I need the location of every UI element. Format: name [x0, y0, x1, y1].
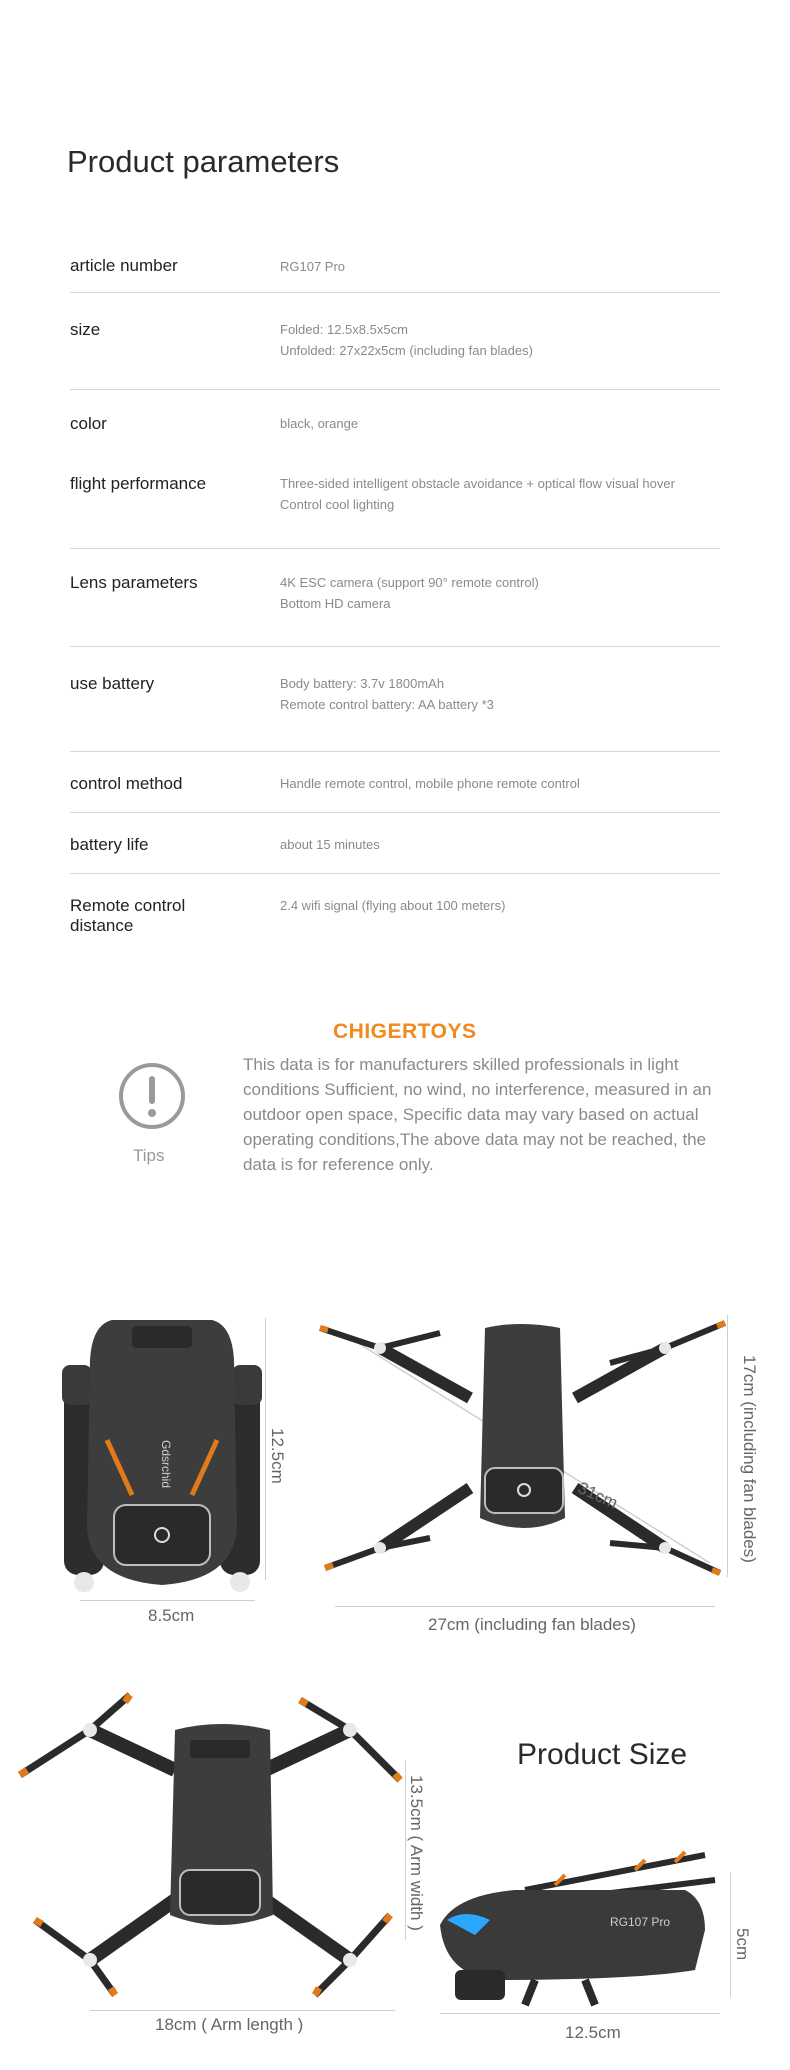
- param-label-lens-parameters: Lens parameters: [70, 573, 198, 592]
- dim-line: [440, 2013, 720, 2014]
- param-label-remote-control-distance: Remote control distance: [70, 896, 186, 935]
- dim-unfolded-height: 17cm (including fan blades): [740, 1355, 759, 1563]
- product-size-title: Product Size: [517, 1738, 688, 1771]
- dim-line: [730, 1872, 731, 1997]
- dim-line: [90, 2010, 395, 2011]
- dim-diagonal: 31cm: [574, 1478, 621, 1513]
- param-label-color: color: [70, 414, 107, 433]
- param-label-article-number: article number: [70, 256, 178, 275]
- dim-side-length: 12.5cm: [565, 2023, 621, 2042]
- model-text: RG107 Pro: [610, 1915, 671, 1929]
- drone-arms-top-image: [15, 1690, 410, 2000]
- param-value-lens-parameters: 4K ESC camera (support 90° remote control) Bottom HD camera: [280, 575, 539, 611]
- drone-folded-top-image: [62, 1320, 262, 1590]
- param-value-remote-control-distance: 2.4 wifi signal (flying about 100 meters): [280, 898, 506, 913]
- param-divider: [70, 389, 720, 390]
- dim-line: [265, 1318, 266, 1580]
- dim-unfolded-width: 27cm (including fan blades): [428, 1615, 636, 1634]
- param-label-control-method: control method: [70, 774, 183, 793]
- brand-name: CHIGERTOYS: [333, 1020, 477, 1043]
- param-divider: [70, 751, 720, 752]
- param-label-battery-life: battery life: [70, 835, 149, 854]
- drone-brand-text: Gdsrchid: [159, 1440, 173, 1489]
- param-value-control-method: Handle remote control, mobile phone remote control: [280, 776, 580, 791]
- param-value-flight-performance: Three-sided intelligent obstacle avoidance + optical flow visual hover Control cool lighting: [280, 476, 675, 512]
- dim-folded-width: 8.5cm: [148, 1606, 195, 1625]
- param-label-use-battery: use battery: [70, 674, 155, 693]
- param-label-size: size: [70, 320, 101, 339]
- param-value-color: black, orange: [280, 416, 359, 431]
- param-divider: [70, 548, 720, 549]
- param-value-size: Folded: 12.5x8.5x5cm Unfolded: 27x22x5cm (including fan blades): [280, 322, 533, 358]
- drone-side-image: [435, 1850, 725, 2010]
- param-divider: [70, 812, 720, 813]
- param-divider: [70, 292, 720, 293]
- tips-text: This data is for manufacturers skilled professionals in light conditions Sufficient, no wind, no interference, measured in an outdoor open space, Specific data may vary based on actual operating conditions,The above data may not be reached, the data is for reference only.: [243, 1055, 712, 1174]
- dim-line: [727, 1315, 728, 1577]
- exclamation-circle-icon: [118, 1062, 186, 1130]
- param-label-flight-performance: flight performance: [70, 474, 207, 493]
- param-divider: [70, 873, 720, 874]
- drone-unfolded-top-image: [320, 1318, 730, 1588]
- param-divider: [70, 646, 720, 647]
- param-value-article-number: RG107 Pro: [280, 259, 346, 274]
- dim-folded-height: 12.5cm: [268, 1428, 287, 1484]
- tips-label: Tips: [133, 1146, 165, 1165]
- dim-arm-width: 13.5cm ( Arm width ): [407, 1775, 426, 1931]
- dim-line: [335, 1606, 715, 1607]
- param-value-battery-life: about 15 minutes: [280, 837, 380, 852]
- dim-side-height: 5cm: [733, 1928, 752, 1961]
- dim-arm-length: 18cm ( Arm length ): [155, 2015, 304, 2034]
- param-value-use-battery: Body battery: 3.7v 1800mAh Remote control battery: AA battery *3: [280, 676, 494, 712]
- page-title: Product parameters: [67, 144, 340, 179]
- dim-line: [80, 1600, 255, 1601]
